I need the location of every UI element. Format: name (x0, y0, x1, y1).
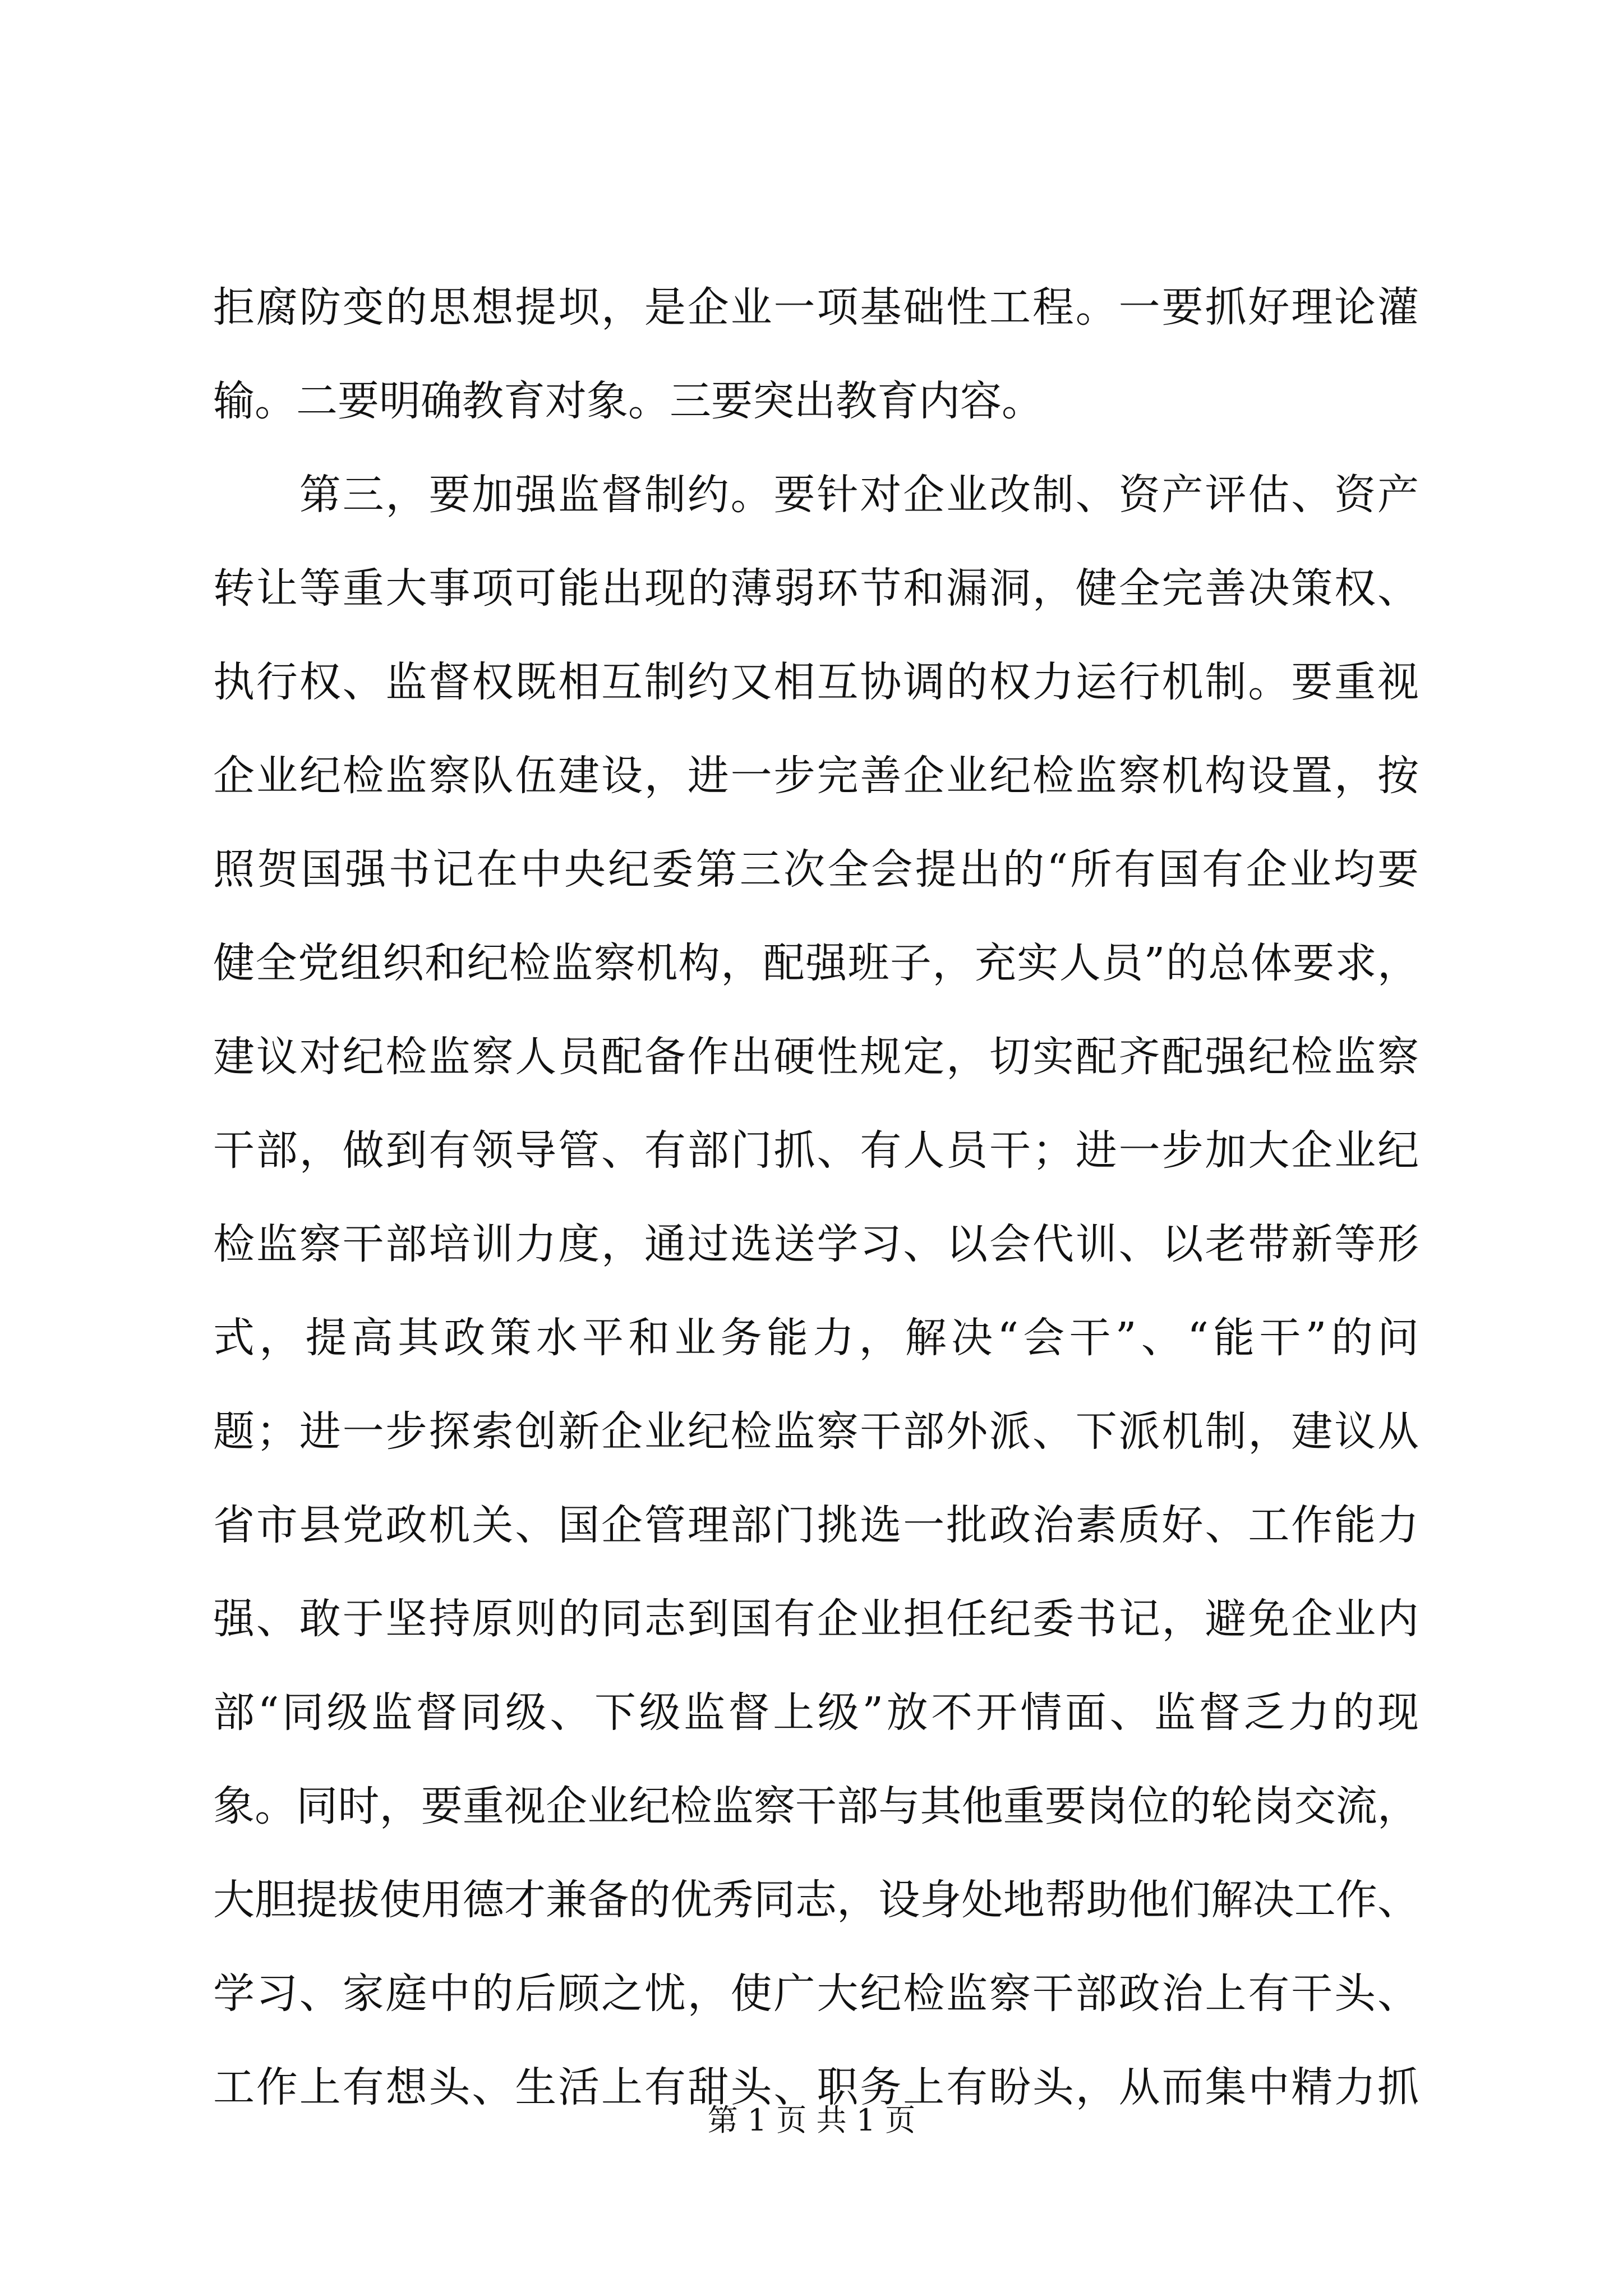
text-line: 题；进一步探索创新企业纪检监察干部外派、下派机制，建议从 (213, 1407, 1419, 1456)
text-line: 学习、家庭中的后顾之忧，使广大纪检监察干部政治上有干头、 (213, 1970, 1419, 2018)
text-line: 象。同时，要重视企业纪检监察干部与其他重要岗位的轮岗交流， (213, 1782, 1419, 1830)
text-line: 照贺国强书记在中央纪委第三次全会提出的“所有国有企业均要 (213, 845, 1419, 894)
text-line: 部“同级监督同级、下级监督上级”放不开情面、监督乏力的现 (213, 1688, 1419, 1737)
body-text (213, 261, 1419, 2134)
text-line: 转让等重大事项可能出现的薄弱环节和漏洞，健全完善决策权、 (213, 564, 1419, 613)
text-line: 干部，做到有领导管、有部门抓、有人员干；进一步加大企业纪 (213, 1126, 1419, 1175)
text-line: 省市县党政机关、国企管理部门挑选一批政治素质好、工作能力 (213, 1501, 1419, 1549)
text-line: 拒腐防变的思想提坝，是企业一项基础性工程。一要抓好理论灌 (213, 283, 1419, 332)
text-line: 强、敢于坚持原则的同志到国有企业担任纪委书记，避免企业内 (213, 1595, 1419, 1643)
text-line: 第三，要加强监督制约。要针对企业改制、资产评估、资产 (213, 471, 1419, 519)
text-line: 执行权、监督权既相互制约又相互协调的权力运行机制。要重视 (213, 658, 1419, 706)
text-line: 健全党组织和纪检监察机构，配强班子，充实人员”的总体要求， (213, 939, 1419, 987)
text-line: 工作上有想头、生活上有甜头、职务上有盼头，从而集中精力抓 (213, 2063, 1419, 2111)
text-line: 检监察干部培训力度，通过选送学习、以会代训、以老带新等形 (213, 1220, 1419, 1268)
text-line: 建议对纪检监察人员配备作出硬性规定，切实配齐配强纪检监察 (213, 1033, 1419, 1081)
text-line: 企业纪检监察队伍建设，进一步完善企业纪检监察机构设置，按 (213, 752, 1419, 800)
text-line: 大胆提拔使用德才兼备的优秀同志，设身处地帮助他们解决工作、 (213, 1876, 1419, 1924)
text-line: 式，提高其政策水平和业务能力，解决“会干”、“能干”的问 (213, 1314, 1419, 1362)
page-number-footer: 第 1 页 共 1 页 (707, 2102, 916, 2138)
text-line: 输。二要明确教育对象。三要突出教育内容。 (213, 377, 1043, 425)
